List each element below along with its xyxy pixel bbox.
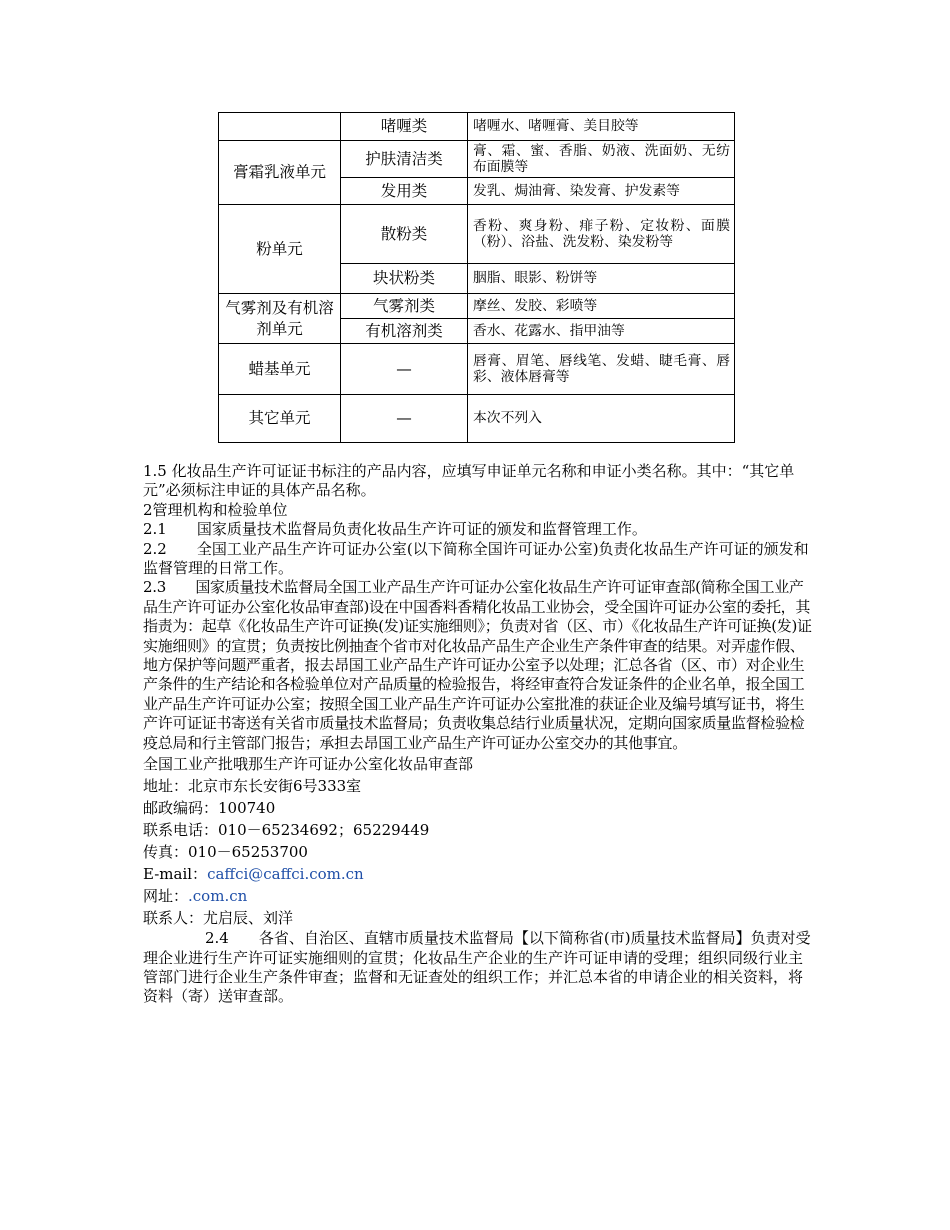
subclass-cell: 啫喱类: [341, 113, 468, 141]
web-link[interactable]: .com.cn: [188, 887, 248, 906]
products-cell: 膏、霜、蜜、香脂、奶液、洗面奶、无纺布面膜等: [468, 141, 735, 178]
products-cell: 唇膏、眉笔、唇线笔、发蜡、睫毛膏、唇彩、液体唇膏等: [468, 344, 735, 395]
subclass-cell: —: [341, 395, 468, 443]
subclass-cell: —: [341, 344, 468, 395]
products-cell: 摩丝、发胶、彩喷等: [468, 294, 735, 319]
table-row: [219, 141, 735, 178]
category-cell: 膏霜乳液单元: [219, 141, 341, 205]
paragraph-2-3: 2.3 国家质量技术监督局全国工业产品生产许可证办公室化妆品生产许可证审查部(简称全国工业产品生产许可证办公室化妆品审查部)设在中国香料香精化妆品工业协会，受全国许可证办公室的委托，其指责为：起草《化妆品生产许可证换(发)证实施细则》；负责对省（区、市）《化妆品生产许可证换(发)证实施细则》的宣贯；负责按比例抽查个省市对化妆品产品生产企业生产条件审查的结果。对弄虚作假、地方保护等问题严重者，报去昂国工业产品生产许可证办公室予以处理；汇总各省（区、市）对企业生产条件的生产结论和各检验单位对产品质量的检验报告，将经审查符合发证条件的企业名单，报全国工业产品生产许可证办公室；按照全国工业产品生产许可证办公室批准的获证企业及编号填写证书，将生产许可证证书寄送有关省市质量技术监督局；负责收集总结行业质量状况，定期向国家质量监督检验检疫总局和行主管部门报告；承担去昂国工业产品生产许可证办公室交办的其他事宜。: [143, 578, 812, 752]
subclass-cell: 散粉类: [341, 205, 468, 264]
products-cell: 发乳、焗油膏、染发膏、护发素等: [468, 178, 735, 205]
category-cell: 蜡基单元: [219, 344, 341, 395]
table-row: [219, 395, 735, 443]
contact-address: 地址：北京市东长安街6号333室: [143, 777, 362, 796]
contact-email-line: [143, 863, 813, 885]
products-cell: 胭脂、眼影、粉饼等: [468, 264, 735, 294]
web-label: 网址：: [143, 887, 189, 906]
subclass-cell: 护肤清洁类: [341, 141, 468, 178]
contact-persons: 联系人：尤启辰、刘洋: [143, 909, 294, 928]
unit-classification-table: [218, 112, 735, 443]
subclass-cell: 有机溶剂类: [341, 319, 468, 344]
products-cell: 香粉、爽身粉、痱子粉、定妆粉、面膜（粉）、浴盐、洗发粉、染发粉等: [468, 205, 735, 264]
category-cell: 气雾剂及有机溶剂单元: [219, 294, 341, 344]
email-label: E-mail：: [143, 865, 208, 884]
products-cell: 香水、花露水、指甲油等: [468, 319, 735, 344]
body-text: [143, 462, 813, 1007]
products-cell: 本次不列入: [468, 395, 735, 443]
contact-postcode: 邮政编码：100740: [143, 799, 276, 818]
contact-block: [143, 753, 813, 929]
paragraph-2-4: 2.4 各省、自治区、直辖市质量技术监督局【以下简称省(市)质量技术监督局】负责对受理企业进行生产许可证实施细则的宣贯；化妆品生产企业的生产许可证申请的受理；组织同级行业主管部门进行企业生产条件审查；监督和无证查处的组织工作；并汇总本省的申请企业的相关资料，将资料（寄）送审查部。: [143, 929, 811, 1006]
table-row: [219, 205, 735, 264]
contact-fax: 传真：010－65253700: [143, 843, 308, 862]
category-cell: 粉单元: [219, 205, 341, 294]
paragraph-2-2: 2.2 全国工业产品生产许可证办公室(以下简称全国许可证办公室)负责化妆品生产许可证的颁发和监督管理的日常工作。: [143, 539, 809, 578]
category-cell: 其它单元: [219, 395, 341, 443]
paragraph-2-1: 2.1 国家质量技术监督局负责化妆品生产许可证的颁发和监督管理工作。: [143, 520, 647, 539]
email-link[interactable]: caffci@caffci.com.cn: [207, 865, 364, 884]
subclass-cell: 发用类: [341, 178, 468, 205]
category-cell: [219, 113, 341, 141]
subclass-cell: 气雾剂类: [341, 294, 468, 319]
contact-org: 全国工业产批哦那生产许可证办公室化妆品审查部: [143, 755, 474, 774]
products-cell: 啫喱水、啫喱膏、美目胶等: [468, 113, 735, 141]
contact-web-line: [143, 885, 813, 907]
section-heading: 2管理机构和检验单位: [143, 500, 288, 519]
paragraph-1-5: 1.5 化妆品生产许可证证书标注的产品内容，应填写申证单元名称和申证小类名称。其中：“其它单元”必须标注申证的具体产品名称。: [143, 462, 795, 500]
contact-phone: 联系电话：010－65234692；65229449: [143, 821, 430, 840]
table-row: [219, 344, 735, 395]
table-row: [219, 294, 735, 319]
subclass-cell: 块状粉类: [341, 264, 468, 294]
table-row: [219, 113, 735, 141]
